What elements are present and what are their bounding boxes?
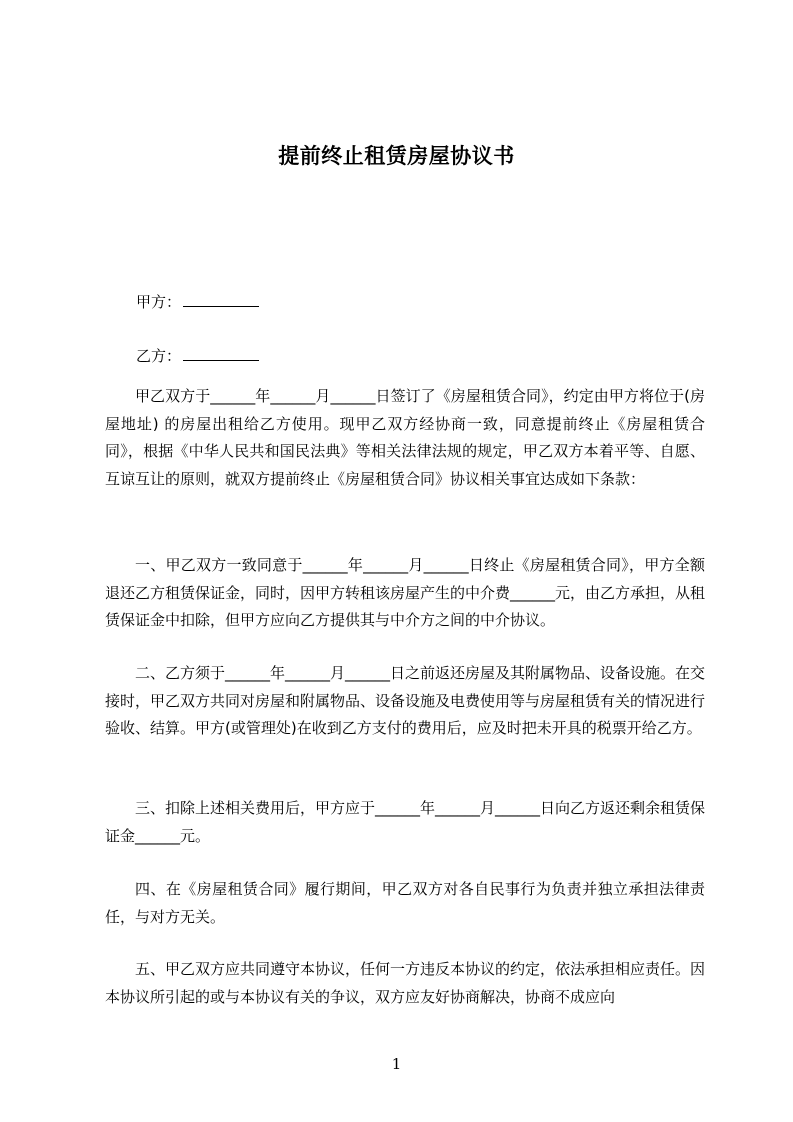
document-title: 提前终止租赁房屋协议书 xyxy=(278,144,515,168)
party-b-blank xyxy=(183,345,259,361)
intro-paragraph: 甲乙双方于______年______月______日签订了《房屋租赁合同》，约定由甲方将位于(房屋地址) 的房屋出租给乙方使用。现甲乙双方经协商一致，同意提前终止《房屋租赁合同》，根据《中华人民共和国民法典》等相关法律法规的规定，甲乙双方本着平等、自愿、互谅互让的原则，就双方提前终止《房屋租赁合同》协议相关事宜达成如下条款： xyxy=(105,387,705,488)
party-b-label: 乙方： xyxy=(136,347,182,365)
clause-5: 五、甲乙双方应共同遵守本协议，任何一方违反本协议的约定，依法承担相应责任。因本协议所引起的或与本协议有关的争议，双方应友好协商解决，协商不成应向 xyxy=(105,960,706,1006)
party-a-line xyxy=(136,291,259,312)
page-number: 1 xyxy=(391,1055,402,1073)
party-a-label: 甲方： xyxy=(136,293,182,311)
party-b-line xyxy=(136,345,259,366)
clause-1: 一、甲乙双方一致同意于______年______月______日终止《房屋租赁合同》，甲方全额退还乙方租赁保证金，同时，因甲方转租该房屋产生的中介费______元，由乙方承担，从租赁保证金中扣除，但甲方应向乙方提供其与中介方之间的中介协议。 xyxy=(105,556,706,629)
clause-4: 四、在《房屋租赁合同》履行期间，甲乙双方对各自民事行为负责并独立承担法律责任，与对方无关。 xyxy=(105,880,705,926)
clause-3: 三、扣除上述相关费用后，甲方应于______年______月______日向乙方返还剩余租赁保证金______元。 xyxy=(105,799,706,845)
clause-2: 二、乙方须于______年______月______日之前返还房屋及其附属物品、设备设施。在交接时，甲乙双方共同对房屋和附属物品、设备设施及电费使用等与房屋租赁有关的情况进行验收、结算。甲方(或管理处)在收到乙方支付的费用后，应及时把未开具的税票开给乙方。 xyxy=(105,664,706,737)
party-a-blank xyxy=(183,291,259,307)
